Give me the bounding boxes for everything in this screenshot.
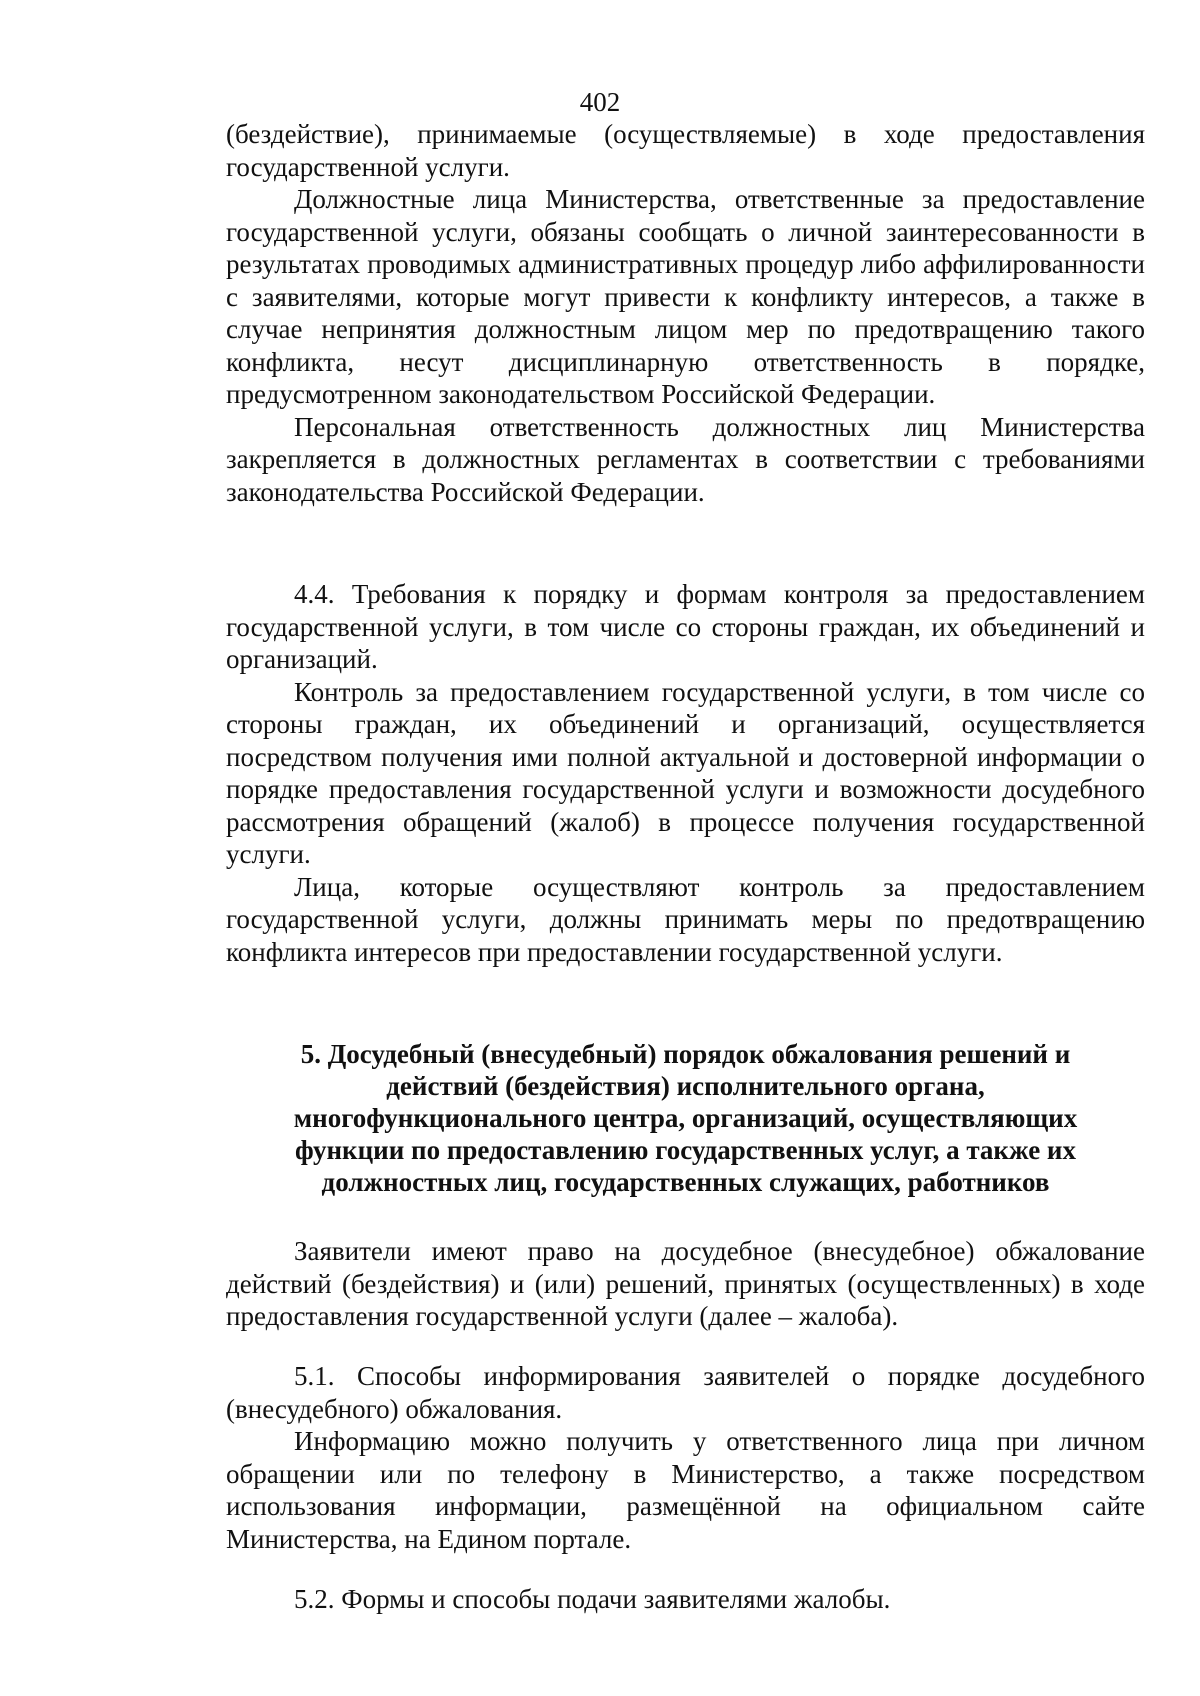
body-block-3 — [226, 1235, 1145, 1333]
heading-line: действий (бездействия) исполнительного органа, — [386, 1071, 985, 1101]
body-block-5 — [226, 1583, 1145, 1616]
page-number: 402 — [579, 87, 621, 117]
paragraph-personal-responsibility: Персональная ответственность должностных лиц Министерства закрепляется в должностных регламентах в соответствии с требованиями законодательства Российской Федерации. — [226, 411, 1145, 507]
paragraph-section-5-2: 5.2. Формы и способы подачи заявителями жалобы. — [294, 1584, 891, 1614]
paragraph-section-5-1: 5.1. Способы информирования заявителей о порядке досудебного (внесудебного) обжалования. — [226, 1361, 1145, 1424]
paragraph-continuation: (бездействие), принимаемые (осуществляемые) в ходе предоставления государственной услуги. — [226, 119, 1145, 182]
paragraph-right-to-appeal: Заявители имеют право на досудебное (внесудебное) обжалование действий (бездействия) и (или) решений, принятых (осуществленных) в ходе предоставления государственной услуги (далее – жалоба). — [226, 1236, 1145, 1331]
body-block-4 — [226, 1360, 1145, 1555]
paragraph-officials-responsibility: Должностные лица Министерства, ответственные за предоставление государственной услуги, обязаны сообщать о личной заинтересованности в результатах проводимых административных процедур либо аффилированности с заявителями, которые могут привести к конфликту интересов, а также в случае непринятия должностным лицом мер по предотвращению такого конфликта, несут дисциплинарную ответственность в порядке, предусмотренном законодательством Российской Федерации. — [226, 184, 1145, 409]
section-5-heading — [226, 1038, 1145, 1198]
heading-line: многофункционального центра, организаций, осуществляющих — [293, 1103, 1078, 1133]
heading-line: функции по предоставлению государственных услуг, а также их — [294, 1135, 1076, 1165]
body-block-2 — [226, 578, 1145, 968]
paragraph-section-4-4: 4.4. Требования к порядку и формам контроля за предоставлением государственной услуги, в том числе со стороны граждан, их объединений и организаций. — [226, 579, 1145, 674]
heading-line: должностных лиц, государственных служащих, работников — [321, 1167, 1050, 1197]
paragraph-control: Контроль за предоставлением государственной услуги, в том числе со стороны граждан, их объединений и организаций, осуществляется посредством получения ими полной актуальной и достоверной информации о порядке предоставления государственной услуги и возможности досудебного рассмотрения обращений (жалоб) в процессе получения государственной услуги. — [226, 676, 1145, 869]
paragraph-conflict-of-interest: Лица, которые осуществляют контроль за предоставлением государственной услуги, должны принимать меры по предотвращению конфликта интересов при предоставлении государственной услуги. — [226, 871, 1145, 967]
body-block-1 — [226, 118, 1145, 508]
paragraph-information: Информацию можно получить у ответственного лица при личном обращении или по телефону в Министерство, а также посредством использования информации, размещённой на официальном сайте Министерства, на Едином портале. — [226, 1426, 1145, 1554]
heading-line: 5. Досудебный (внесудебный) порядок обжалования решений и — [300, 1039, 1071, 1069]
